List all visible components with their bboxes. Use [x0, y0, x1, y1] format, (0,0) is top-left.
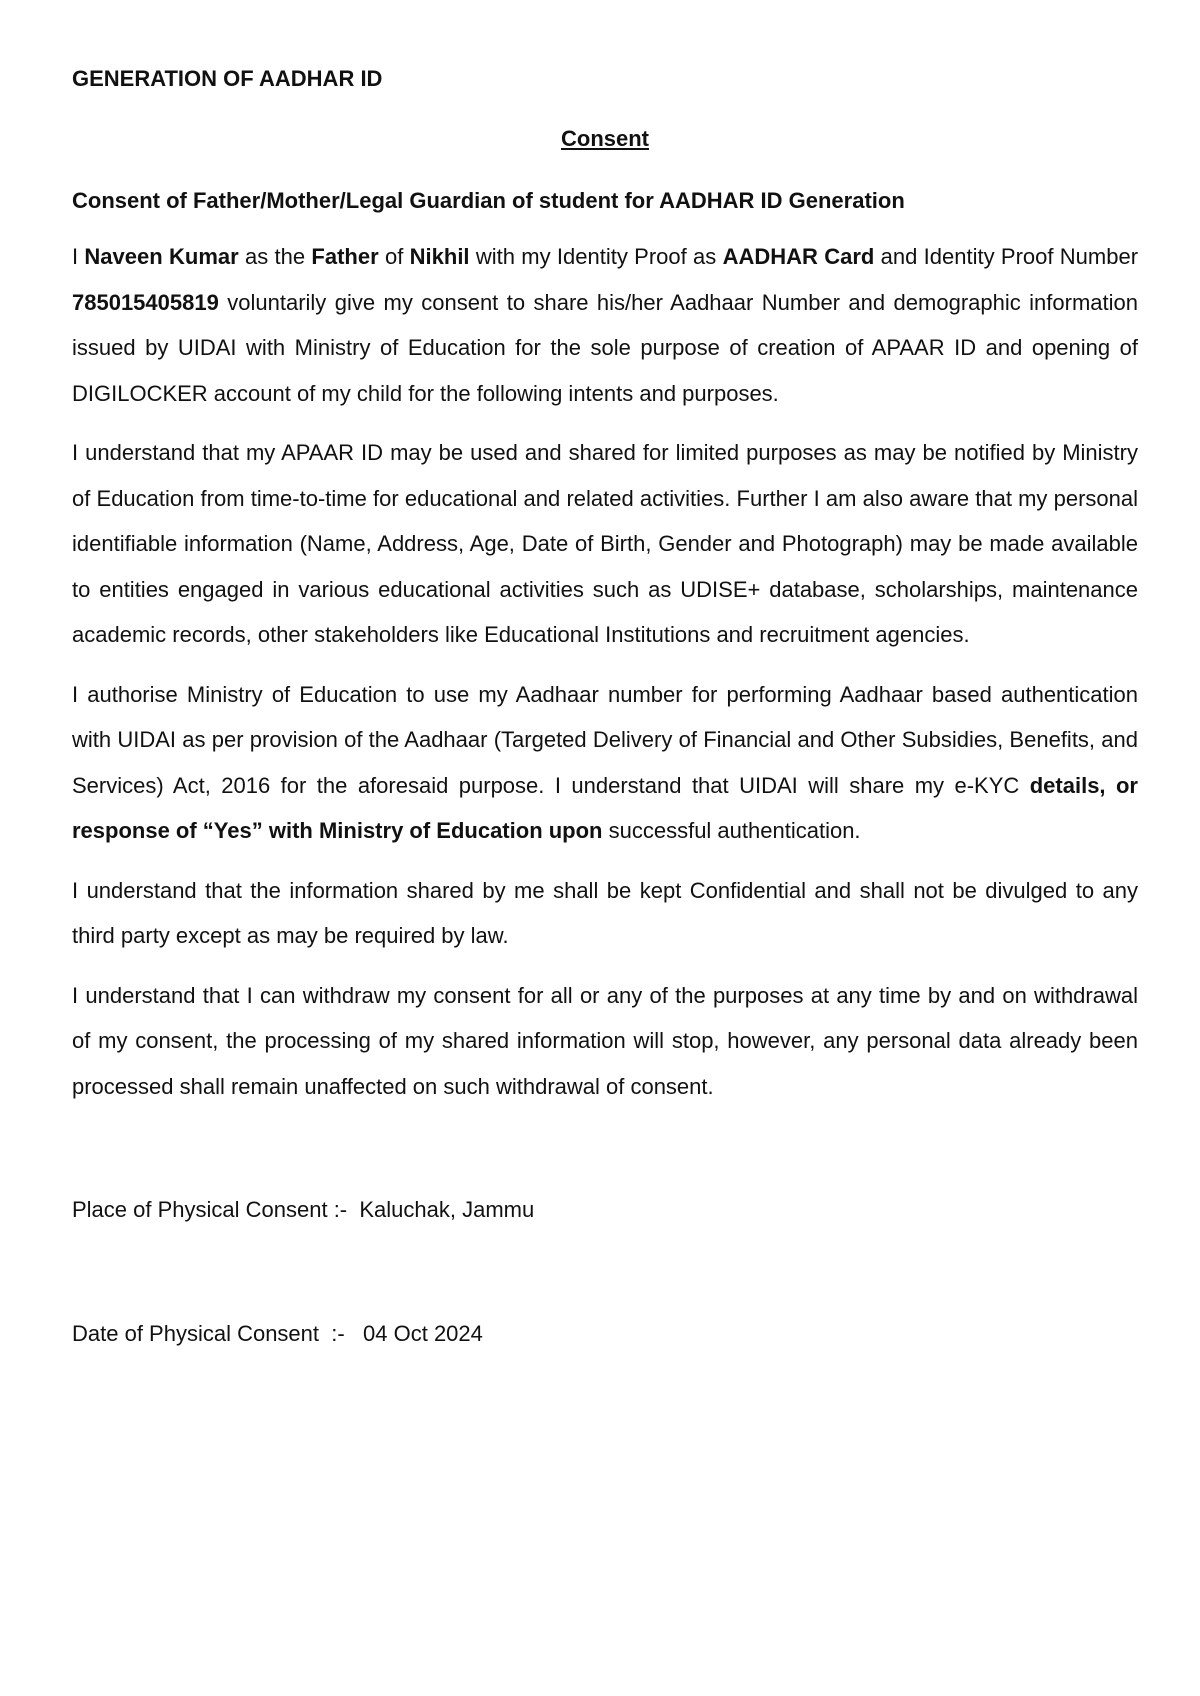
text-span: of	[378, 244, 410, 269]
text-span: I authorise Ministry of Education to use my Aadhaar number for performing Aadhaar based authentication with UIDAI as per provision of the Aadhaar (Targeted Delivery of Financial and Other Subsidies, Benefits, and Services) Act, 2016 for the aforesaid purpose. I understand that UIDAI will share my e-KYC	[72, 681, 1138, 798]
paragraph-withdrawal: I understand that I can withdraw my consent for all or any of the purposes at any time by and on withdrawal of my consent, the processing of my shared information will stop, however, any personal data already been processed shall remain unaffected on such withdrawal of consent.	[72, 982, 1138, 1099]
text-span: with my Identity Proof as	[469, 244, 723, 269]
text-span: I	[72, 244, 85, 269]
identity-proof-number: 785015405819	[72, 289, 219, 315]
text-span: and Identity Proof Number	[874, 244, 1139, 269]
paragraph-identity	[72, 234, 1138, 416]
consent-document	[72, 60, 1138, 1353]
date-value: 04 Oct 2024	[363, 1321, 483, 1346]
guardian-relation: Father	[311, 244, 379, 269]
text-span: voluntarily give my consent to share his/her Aadhaar Number and demographic information issued by UIDAI with Ministry of Education for the sole purpose of creation of APAAR ID and opening of DIGILOCKER account of my child for the following intents and purposes.	[72, 289, 1138, 406]
consent-title: Consent	[561, 126, 649, 151]
date-label: Date of Physical Consent :-	[72, 1321, 364, 1346]
place-label: Place of Physical Consent :-	[72, 1197, 360, 1222]
paragraph-confidentiality: I understand that the information shared by me shall be kept Confidential and shall not be divulged to any third party except as may be required by law.	[72, 877, 1138, 948]
paragraph-apaar-usage: I understand that my APAAR ID may be used and shared for limited purposes as may be notified by Ministry of Education from time-to-time for educational and related activities. Further I am also aware that my personal identifiable information (Name, Address, Age, Date of Birth, Gender and Photograph) may be made available to entities engaged in various educational activities such as UDISE+ database, scholarships, maintenance academic records, other stakeholders like Educational Institutions and recruitment agencies.	[72, 440, 1138, 647]
place-value: Kaluchak, Jammu	[359, 1197, 535, 1222]
place-of-consent	[72, 1191, 1138, 1229]
bold-text-span: details, or response of “Yes” with Ministry of Education upon	[72, 772, 1138, 843]
paragraph-authorisation	[72, 672, 1138, 854]
date-of-consent	[72, 1315, 1138, 1353]
text-span: successful authentication.	[602, 818, 861, 843]
text-span: as the	[238, 244, 312, 269]
student-name: Nikhil	[409, 244, 470, 269]
consent-subtitle: Consent of Father/Mother/Legal Guardian of student for AADHAR ID Generation	[72, 188, 905, 213]
document-heading: GENERATION OF AADHAR ID	[72, 66, 383, 91]
guardian-name: Naveen Kumar	[84, 244, 239, 269]
identity-proof-type: AADHAR Card	[722, 244, 875, 269]
